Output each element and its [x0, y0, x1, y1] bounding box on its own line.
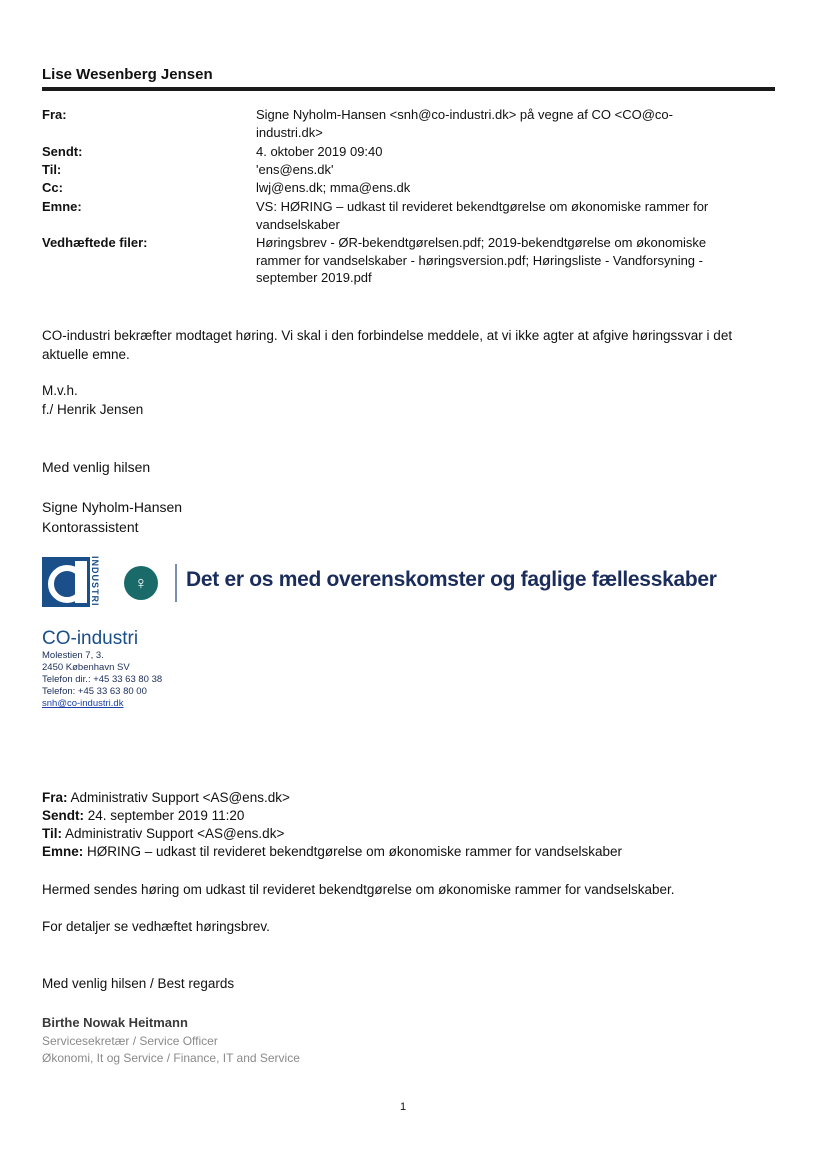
header-value-from: [256, 106, 756, 141]
fwd-signature-name: Birthe Nowak Heitmann: [42, 1015, 188, 1030]
signed-by: f./ Henrik Jensen: [42, 402, 144, 417]
attachment-line[interactable]: Høringsbrev - ØR-bekendtgørelsen.pdf; 2019-bekendtgørelse om økonomiske: [256, 235, 707, 250]
header-value-subject: [256, 198, 756, 233]
header-label-subject: Emne:: [42, 199, 82, 214]
address-line: 2450 København SV: [42, 662, 130, 673]
page-number: 1: [400, 1101, 407, 1113]
fwd-subject-value: HØRING – udkast til revideret bekendtgørelse om økonomiske rammer for vandselskaber: [87, 844, 622, 859]
mailbox-owner: Lise Wesenberg Jensen: [42, 66, 213, 83]
header-rule: [42, 87, 775, 91]
header-label-sent: Sendt:: [42, 144, 83, 159]
sender-name: Signe Nyholm-Hansen: [42, 499, 183, 515]
co-logo-bar: [75, 561, 87, 603]
fwd-from-label: Fra:: [42, 790, 68, 805]
body-paragraph-line: aktuelle emne.: [42, 347, 130, 362]
header-label-from: Fra:: [42, 107, 67, 122]
header-label-attachments: Vedhæftede filer:: [42, 235, 148, 250]
header-subject-line: VS: HØRING – udkast til revideret bekendtgørelse om økonomiske rammer for: [256, 199, 709, 214]
fwd-subject: [42, 843, 622, 861]
address-line: Telefon dir.: +45 33 63 80 38: [42, 674, 163, 685]
header-label-to: Til:: [42, 162, 62, 177]
attachment-line[interactable]: rammer for vandselskaber - høringsversion.pdf; Høringsliste - Vandforsyning -: [256, 252, 703, 268]
fwd-signature-dept: Økonomi, It og Service / Finance, IT and Service: [42, 1051, 300, 1065]
fwd-sent: [42, 807, 244, 825]
fwd-to-label: Til:: [42, 826, 62, 841]
header-from-line: industri.dk>: [256, 124, 323, 140]
fwd-paragraph-1: Hermed sendes høring om udkast til revideret bekendtgørelse om økonomiske rammer for vandselskaber.: [42, 882, 675, 897]
slogan-divider: [175, 564, 177, 602]
co-logo-icon: [42, 557, 90, 607]
address-line: Molestien 7, 3.: [42, 650, 104, 661]
body-paragraph-line: CO-industri bekræfter modtaget høring. Vi skal i den forbindelse meddele, at vi ikke agter at afgive høringssvar i det: [42, 328, 733, 343]
org-email-link[interactable]: snh@co-industri.dk: [42, 698, 124, 709]
fwd-closing: Med venlig hilsen / Best regards: [42, 976, 235, 991]
mvh: M.v.h.: [42, 383, 78, 398]
header-label-cc: Cc:: [42, 180, 63, 195]
org-name: CO-industri: [42, 628, 139, 649]
union-round-icon: ♀: [124, 566, 158, 600]
slogan: Det er os med overenskomster og faglige fællesskaber: [186, 568, 717, 591]
fwd-subject-label: Emne:: [42, 844, 84, 859]
fwd-sent-label: Sendt:: [42, 808, 84, 823]
fwd-paragraph-2: For detaljer se vedhæftet høringsbrev.: [42, 919, 270, 934]
sender-title: Kontorassistent: [42, 519, 139, 535]
logo-vertical-text: INDUSTRI: [90, 556, 100, 607]
fwd-to: [42, 825, 284, 843]
fwd-from-value: Administrativ Support <AS@ens.dk>: [70, 790, 290, 805]
header-value-to: 'ens@ens.dk': [256, 162, 334, 177]
attachment-line[interactable]: september 2019.pdf: [256, 270, 372, 285]
fwd-to-value: Administrativ Support <AS@ens.dk>: [65, 826, 285, 841]
address-line: Telefon: +45 33 63 80 00: [42, 686, 147, 697]
header-value-cc: lwj@ens.dk; mma@ens.dk: [256, 180, 411, 195]
body-paragraph: [42, 326, 782, 364]
fwd-from: [42, 789, 290, 807]
header-value-attachments[interactable]: [256, 234, 756, 287]
fwd-sent-value: 24. september 2019 11:20: [87, 808, 245, 823]
header-from-line: Signe Nyholm-Hansen <snh@co-industri.dk> på vegne af CO <CO@co-: [256, 107, 673, 122]
header-value-sent: 4. oktober 2019 09:40: [256, 144, 383, 159]
greeting: Med venlig hilsen: [42, 459, 151, 475]
fwd-signature-title: Servicesekretær / Service Officer: [42, 1034, 218, 1048]
header-subject-line: vandselskaber: [256, 216, 340, 232]
